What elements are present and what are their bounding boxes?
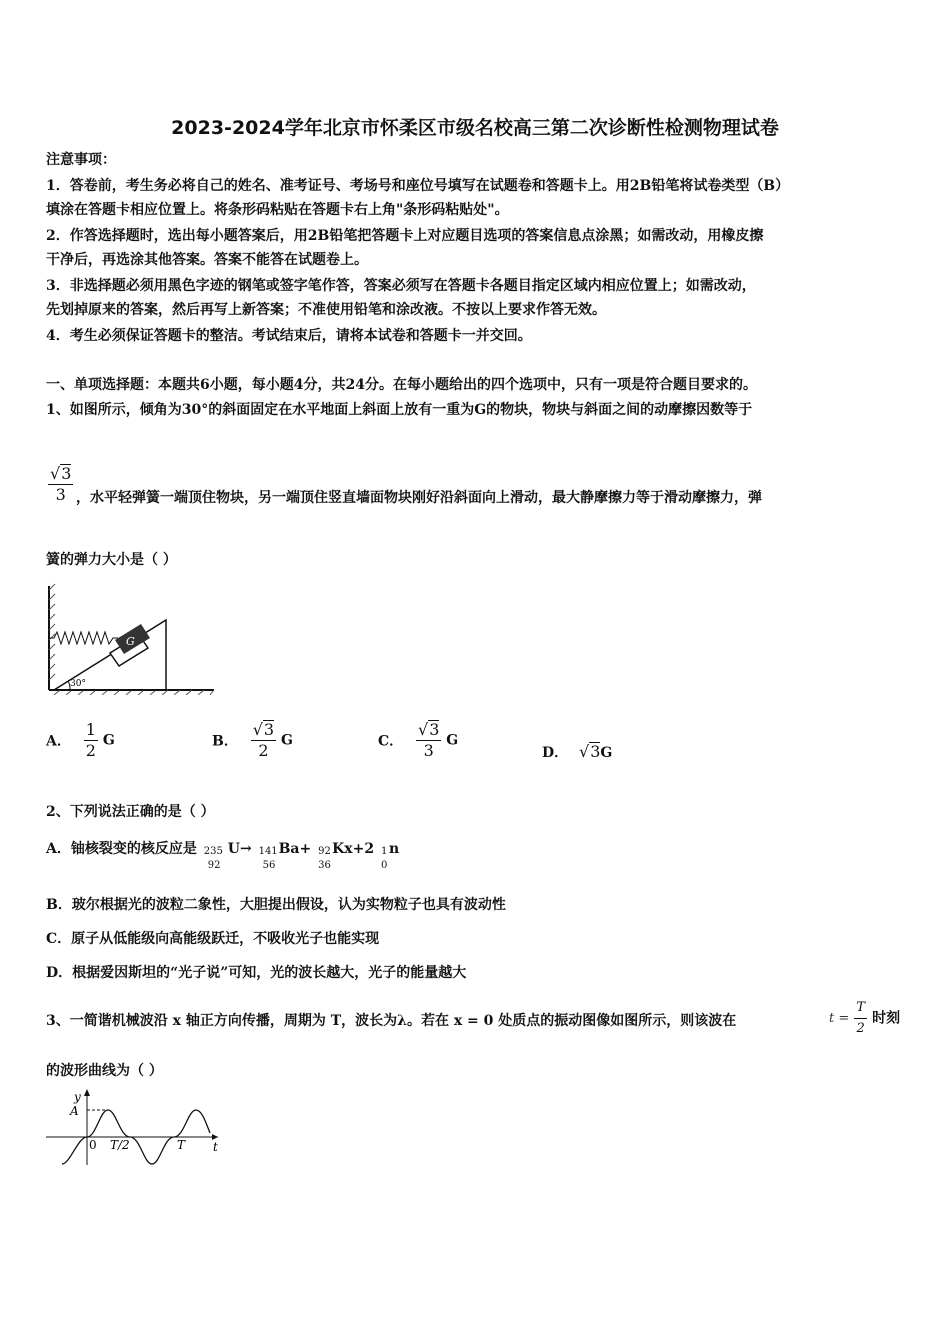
ba-symbol: Ba+ [278,841,312,857]
q1-option-a[interactable] [46,720,115,761]
notice-line: 填涂在答题卡相应位置上。将条形码粘贴在答题卡右上角"条形码粘贴处"。 [46,202,509,218]
u-nuclide-sup [202,838,228,871]
ba-mass: 141 [258,846,278,857]
q2-option-a[interactable] [46,838,400,871]
q2-option-b[interactable]: B．玻尔根据光的波粒二象性，大胆提出假设，认为实物粒子也具有波动性 [46,897,506,913]
notice-line: 干净后，再选涂其他答案。答案不能答在试题卷上。 [46,252,368,268]
q1-mu-fraction: $\frac{√3}{3}$ [50,464,72,504]
option-c-label: C． [378,733,404,750]
period-label: T [177,1138,186,1152]
q1-stem-line3: 簧的弹力大小是（ ） [46,552,177,568]
kr-symbol: Kx+2 [332,841,375,857]
origin-label: 0 [89,1138,97,1152]
q3-stem-line2: 的波形曲线为（ ） [46,1063,163,1079]
option-b-den: 2 [258,741,269,760]
n-mass: 1 [380,846,388,857]
option-a-label: A． [46,733,71,750]
ba-nuclide-sup [257,838,279,871]
n-num: 0 [380,860,388,871]
angle-label: 30° [70,679,86,689]
option-d-label: D． [542,745,569,761]
t-axis-label: t [213,1140,218,1154]
spring [49,632,118,644]
q1-stem-line1: 1、如图所示，倾角为30°的斜面固定在水平地面上斜面上放有一重为G的物块，物块与斜面之间的动摩擦因数等于 [46,402,753,418]
option-b-num: 3 [263,720,275,739]
kr-nuclide-sup [316,838,332,871]
vibration-graph [40,1085,230,1170]
notice-line: 2．作答选择题时，选出每小题答案后，用2B铅笔把答题卡上对应题目选项的答案信息点涂黑；如需改动，用橡皮擦 [46,228,764,244]
notice-line: 4．考生必须保证答题卡的整洁。考试结束后，请将本试卷和答题卡一并交回。 [46,328,532,344]
n-nuclide-sup [379,838,389,871]
y-axis-arrow [84,1089,90,1096]
incline-figure [40,580,220,695]
option-c-unit: G [446,732,459,749]
notice-line: 先划掉原来的答案，然后再写上新答案；不准使用铅笔和涂改液。不按以上要求作答无效。 [46,302,606,318]
notice-heading: 注意事项： [46,152,116,168]
q3-frac-num: T [854,998,867,1019]
u-mass: 235 [203,846,223,857]
q1-option-b[interactable]: B． $\frac{√3}{2}$ G [212,720,293,760]
option-a-unit: G [102,732,115,749]
q2-option-c[interactable]: C．原子从低能级向高能级跃迁，不吸收光子也能实现 [46,931,380,947]
q1-option-d[interactable]: D． √3G [542,742,613,761]
kr-num: 36 [318,860,331,871]
q1-mu-den: 3 [55,485,66,504]
q3-stem-line1: 3、一简谐机械波沿 x 轴正方向传播，周期为 T，波长为λ。若在 x = 0 处质点的振动图像如图所示，则该波在 [46,1013,737,1029]
q1-mu-num: 3 [61,464,72,483]
q2-option-a-text: A．铀核裂变的核反应是 [46,841,197,857]
n-symbol: n [388,841,400,857]
kr-mass: 92 [318,846,331,857]
half-period-label: T/2 [110,1138,130,1152]
option-b-label: B． [212,733,238,750]
option-c-den: 3 [423,741,434,760]
section-heading: 一、单项选择题：本题共6小题，每小题4分，共24分。在每小题给出的四个选项中，只有一项是符合题目要求的。 [46,377,757,393]
q3-after: 时刻 [872,1010,901,1027]
ba-num: 56 [262,860,276,871]
notice-line: 1．答卷前，考生务必将自己的姓名、准考证号、考场号和座位号填写在试题卷和答题卡上。用2B铅笔将试卷类型（B） [46,178,790,194]
option-c-num: 3 [429,720,440,739]
option-d-unit: G [600,745,613,761]
option-a-num: 1 [85,720,96,739]
q3-frac-den: 2 [856,1021,865,1036]
option-a-den: 2 [85,741,96,760]
option-d-rad: 3 [590,742,601,761]
u-symbol: U→ [227,841,252,857]
q2-stem: 2、下列说法正确的是（ ） [46,804,215,820]
q1-option-c[interactable]: C． $\frac{√3}{3}$ G [378,720,459,760]
notice-line: 3．非选择题必须用黑色字迹的钢笔或签字笔作答，答案必须写在答题卡各题目指定区域内相应位置上；如需改动， [46,278,756,294]
q1-stem-line2: ，水平轻弹簧一端顶住物块，另一端顶住竖直墙面物块刚好沿斜面向上滑动，最大静摩擦力等于滑动摩擦力，弹 [76,490,762,506]
amplitude-label: A [70,1104,79,1118]
q3-time-expression [829,998,900,1039]
block-label: G [126,635,135,648]
q2-option-d[interactable]: D．根据爱因斯坦的“光子说”可知，光的波长越大，光子的能量越大 [46,965,467,981]
q3-t-eq: t = [829,1011,850,1026]
y-axis-label: y [74,1090,81,1104]
option-b-unit: G [280,732,293,749]
u-num: 92 [207,860,221,871]
page-title: 2023-2024学年北京市怀柔区市级名校高三第二次诊断性检测物理试卷 [171,117,779,139]
